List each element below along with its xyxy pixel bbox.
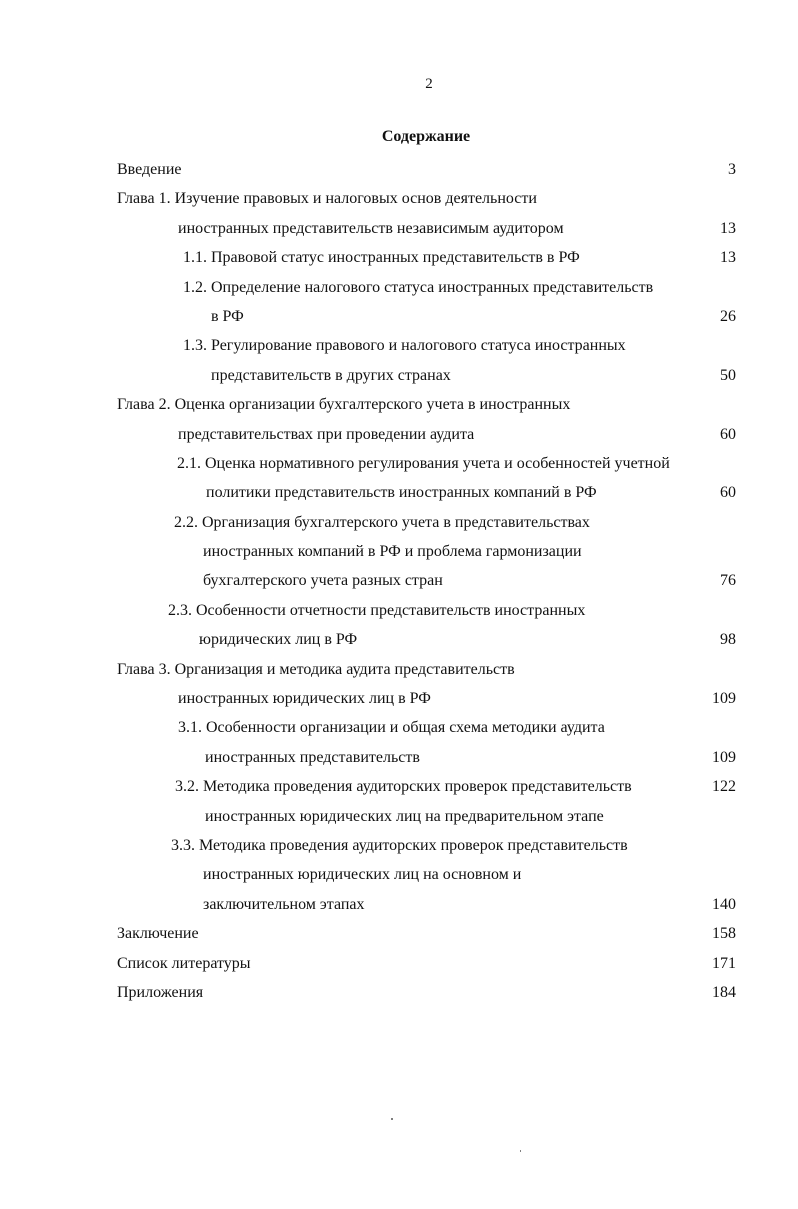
toc-page-number: 76 [720,572,736,590]
toc-entry-text: заключительном этапах [203,895,365,913]
toc-entry [0,155,798,184]
toc-page-number: 122 [712,778,736,796]
toc-entry-text: Глава 2. Оценка организации бухгалтерского учета в иностранных [117,396,571,414]
toc-entry-text: Приложения [117,983,204,1001]
toc-page-number: 140 [712,895,736,913]
toc-line [0,566,798,595]
toc-line [0,184,798,213]
toc-line [0,919,798,948]
toc-entry-text: 1.2. Определение налогового статуса иностранных представительств [183,278,654,296]
toc-entry [0,919,798,948]
toc-line [0,860,798,889]
toc-page-number: 26 [720,307,736,325]
toc-line [0,978,798,1007]
toc-line [0,831,798,860]
toc-entry [0,331,798,390]
toc-entry-text: Список литературы [117,954,251,972]
toc-entry-text: бухгалтерского учета разных стран [203,572,443,590]
toc-entry-text: иностранных представительств [205,748,420,766]
toc-entry-text: представительств в других странах [211,366,451,384]
toc-entry-text: 3.3. Методика проведения аудиторских проверок представительств [171,836,628,854]
toc-line [0,449,798,478]
toc-page-number: 184 [712,983,736,1001]
toc-entry-text: иностранных юридических лиц на основном и [203,866,522,884]
toc-entry-text: 3.1. Особенности организации и общая схема методики аудита [178,719,605,737]
toc-line [0,361,798,390]
toc-page-number: 158 [712,925,736,943]
toc-entry-text: Глава 1. Изучение правовых и налоговых основ деятельности [117,190,537,208]
toc-entry [0,949,798,978]
toc-line [0,655,798,684]
toc-entry-text: Заключение [117,925,199,943]
toc-entry [0,831,798,919]
toc-entry [0,978,798,1007]
toc-entry-text: иностранных юридических лиц на предварительном этапе [205,807,604,825]
toc-entry-text: иностранных юридических лиц в РФ [178,690,431,708]
scan-speck [520,1150,521,1152]
page-number: 2 [425,76,433,92]
toc-entry [0,449,798,508]
toc-line [0,214,798,243]
toc-entry-text: политики представительств иностранных компаний в РФ [206,484,597,502]
toc-line [0,390,798,419]
toc-page-number: 3 [728,161,736,178]
toc-entry-text: 3.2. Методика проведения аудиторских проверок представительств [175,778,632,796]
toc-line [0,625,798,654]
toc-entry [0,596,798,655]
scan-speck [391,1118,393,1120]
toc-line [0,420,798,449]
toc-page-number: 13 [720,249,736,267]
toc-entry-text: 2.3. Особенности отчетности представительств иностранных [168,601,586,619]
toc-line [0,537,798,566]
toc-entry [0,508,798,596]
toc-entry [0,713,798,772]
toc-page-number: 171 [712,954,736,972]
toc-line [0,155,798,184]
toc-entry-text: 2.2. Организация бухгалтерского учета в представительствах [174,513,590,531]
toc-line [0,596,798,625]
toc-line [0,243,798,272]
toc-entry-text: Глава 3. Организация и методика аудита представительств [117,660,515,678]
toc-line [0,713,798,742]
toc-entry [0,243,798,272]
contents-title: Содержание [381,128,471,145]
toc-entry-text: представительствах при проведении аудита [178,425,475,443]
toc-line [0,273,798,302]
toc-line [0,890,798,919]
toc-line [0,302,798,331]
toc-entry [0,273,798,332]
toc-entry-text: иностранных компаний в РФ и проблема гармонизации [203,543,582,561]
toc-page-number: 98 [720,631,736,649]
table-of-contents [0,155,798,1007]
toc-entry-text: Введение [117,161,182,178]
toc-entry-text: 1.1. Правовой статус иностранных представительств в РФ [183,249,580,267]
toc-page-number: 109 [712,748,736,766]
toc-page-number: 13 [720,219,736,237]
toc-entry-text: в РФ [211,307,244,325]
toc-entry [0,772,798,831]
toc-entry [0,184,798,243]
toc-line [0,743,798,772]
toc-entry-text: 2.1. Оценка нормативного регулирования учета и особенностей учетной [177,454,670,472]
toc-page-number: 60 [720,484,736,502]
toc-line [0,802,798,831]
toc-entry-text: 1.3. Регулирование правового и налогового статуса иностранных [183,337,626,355]
toc-line [0,478,798,507]
toc-line [0,508,798,537]
toc-line [0,684,798,713]
toc-entry-text: иностранных представительств независимым аудитором [178,219,564,237]
toc-line [0,331,798,360]
toc-entry [0,655,798,714]
toc-page-number: 50 [720,366,736,384]
toc-page-number: 109 [712,690,736,708]
toc-line [0,772,798,801]
toc-entry [0,390,798,449]
toc-page-number: 60 [720,425,736,443]
toc-entry-text: юридических лиц в РФ [199,631,358,649]
toc-line [0,949,798,978]
